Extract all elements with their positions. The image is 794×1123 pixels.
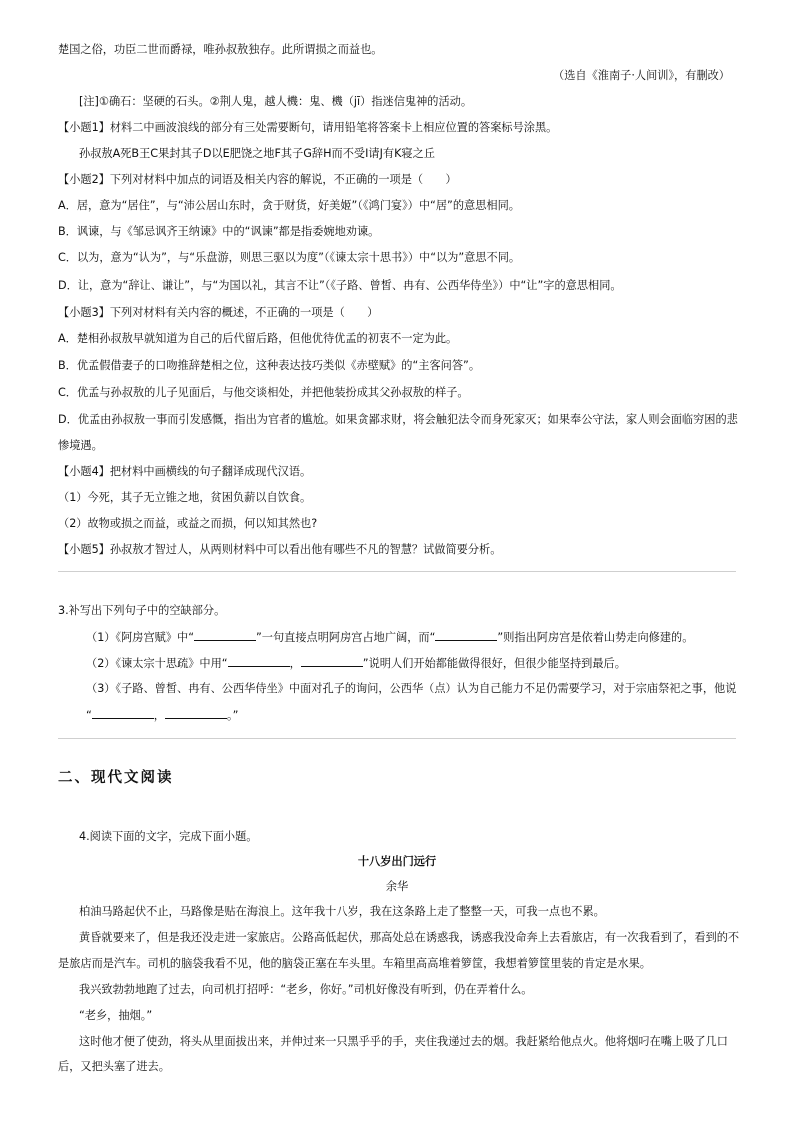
article-title: 十八岁出门远行 <box>357 855 437 868</box>
question-3-option-a: A．楚相孙叔敖早就知道为自己的后代留后路，但他优待优孟的初衷不一定为此。 <box>58 332 458 345</box>
answer-blank[interactable] <box>435 629 497 641</box>
article-paragraph-2-cont: 是旅店而是汽车。司机的脑袋我看不见，他的脑袋正塞在车头里。车箱里高高堆着箩筐，我想着箩筐里装的肯定是水果。 <box>58 957 651 970</box>
answer-blank[interactable] <box>194 629 256 641</box>
question-4-sentence-1: （1）今死，其子无立锥之地，贫困负薪以自饮食。 <box>58 491 312 504</box>
question-3-option-d: D．优孟由孙叔敖一事而引发感慨，指出为官者的尴尬。如果贪鄙求财，将会触犯法令而身死家灭；如果奉公守法，家人则会面临穷困的悲 <box>58 413 738 426</box>
passage-source: （选自《淮南子·人间训》，有删改） <box>553 69 730 82</box>
section-title: 二、现代文阅读 <box>58 769 174 786</box>
question-4-stem: 【小题4】把材料中画横线的句子翻译成现代汉语。 <box>58 465 312 478</box>
fill-in-item-3: （3）《子路、曾皙、冉有、公西华侍坐》中面对孔子的询问，公西华（点）认为自己能力不足仍需要学习，对于宗庙祭祀之事，他说 <box>86 682 737 695</box>
question-4-sentence-2: （2）故物或损之而益，或益之而损，何以知其然也? <box>58 517 318 530</box>
question-2-stem: 【小题2】下列对材料中加点的词语及相关内容的解说，不正确的一项是（ ） <box>58 173 457 186</box>
article-paragraph-5-cont: 后，又把头塞了进去。 <box>58 1060 170 1073</box>
question-1-stem: 【小题1】材料二中画波浪线的部分有三处需要断句，请用铅笔将答案卡上相应位置的答案标号涂黑。 <box>58 121 558 134</box>
question-3-option-b: B．优孟假借妻子的口吻推辞楚相之位，这种表达技巧类似《赤壁赋》的“主客问答”。 <box>58 359 481 372</box>
question-2-option-c: C．以为，意为“认为”，与“乐盘游，则思三驱以为度”（《谏太宗十思书》）中“以为”意思不同。 <box>58 251 521 264</box>
question-4-intro: 4.阅读下面的文字，完成下面小题。 <box>79 830 258 843</box>
passage-tail: 楚国之俗，功臣二世而爵禄，唯孙叔敖独存。此所谓损之而益也。 <box>58 43 383 56</box>
passage-note: [注]①确石：坚硬的石头。②荆人鬼，越人機：鬼、機（jī）指迷信鬼神的活动。 <box>79 95 473 108</box>
question-2-option-d: D．让，意为“辞让、谦让”，与“为国以礼，其言不让”（《子路、曾皙、冉有、公西华侍坐》）中“让”字的意思相同。 <box>58 279 622 292</box>
article-paragraph-3: 我兴致勃勃地跑了过去，向司机打招呼：“老乡，你好。”司机好像没有听到，仍在弄着什么。 <box>79 983 533 996</box>
article-paragraph-4: “老乡，抽烟。” <box>79 1009 153 1022</box>
question-3-option-d-cont: 惨境遇。 <box>58 439 103 452</box>
answer-blank[interactable] <box>301 655 363 667</box>
fill-in-item-2: （2）《谏太宗十思疏》中用“ ， ”说明人们开始都能做得很好，但很少能坚持到最后。 <box>86 657 626 670</box>
article-author: 余华 <box>385 880 409 893</box>
divider <box>58 571 736 572</box>
question-5-stem: 【小题5】孙叔敖才智过人，从两则材料中可以看出他有哪些不凡的智慧？试做简要分析。 <box>58 543 502 556</box>
question-2-option-a: A．居，意为“居住”，与“沛公居山东时，贪于财货，好美姬”（《鸿门宴》）中“居”的意思相同。 <box>58 199 520 212</box>
article-paragraph-2: 黄昏就要来了，但是我还没走进一家旅店。公路高低起伏，那高处总在诱惑我，诱惑我没命奔上去看旅店，有一次我看到了，看到的不 <box>79 931 740 944</box>
fill-in-item-3-cont: “ ， 。” <box>86 709 239 722</box>
fill-in-item-1: （1）《阿房宫赋》中“ ”一句直接点明阿房宫占地广阔，而“ ”则指出阿房宫是依着山势走向修建的。 <box>86 631 694 644</box>
article-paragraph-1: 柏油马路起伏不止，马路像是贴在海浪上。这年我十八岁，我在这条路上走了整整一天，可我一点也不累。 <box>79 905 605 918</box>
answer-blank[interactable] <box>228 655 290 667</box>
answer-blank[interactable] <box>165 707 227 719</box>
question-1-sentence: 孙叔敖A死B王C果封其子D以E肥饶之地F其子G辞H而不受I请J有K寝之丘 <box>79 147 435 160</box>
question-3-stem: 【小题3】下列对材料有关内容的概述，不正确的一项是（ ） <box>58 306 379 319</box>
article-paragraph-5: 这时他才便了使劲，将头从里面拔出来，并伸过来一只黑乎乎的手，夹住我递过去的烟。我赶紧给他点火。他将烟叼在嘴上吸了几口 <box>79 1035 728 1048</box>
answer-blank[interactable] <box>92 707 154 719</box>
question-2-option-b: B．讽谏，与《邹忌讽齐王纳谏》中的“讽谏”都是指委婉地劝谏。 <box>58 225 380 238</box>
fill-in-title: 3.补写出下列句子中的空缺部分。 <box>58 604 226 617</box>
divider <box>58 738 736 739</box>
question-3-option-c: C．优孟与孙叔敖的儿子见面后，与他交谈相处，并把他装扮成其父孙叔敖的样子。 <box>58 386 469 399</box>
